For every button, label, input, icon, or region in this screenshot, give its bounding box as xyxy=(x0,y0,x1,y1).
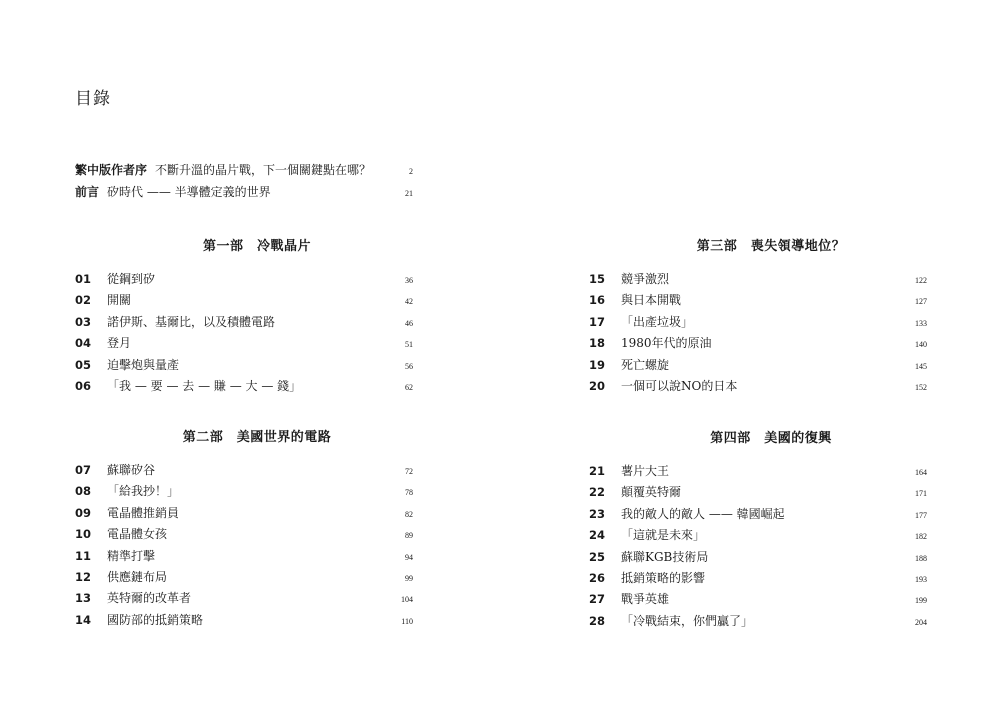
page-number: 145 xyxy=(915,361,927,371)
part-4-section xyxy=(589,426,927,633)
chapter-row[interactable] xyxy=(589,334,927,355)
chapter-number: 18 xyxy=(589,336,606,351)
page-number: 188 xyxy=(915,553,927,563)
page-number: 82 xyxy=(405,509,413,519)
chapter-number: 05 xyxy=(75,357,92,372)
chapter-row[interactable] xyxy=(589,483,927,504)
chapter-number: 27 xyxy=(589,592,606,607)
page-number: 2 xyxy=(409,167,413,176)
page-number: 99 xyxy=(405,573,413,583)
intro-title: 矽時代 —— 半導體定義的世界 xyxy=(107,185,271,199)
chapter-row[interactable] xyxy=(589,612,927,633)
chapter-row[interactable] xyxy=(589,377,927,398)
chapter-row[interactable] xyxy=(75,270,413,291)
chapter-number: 08 xyxy=(75,484,92,499)
chapter-number: 09 xyxy=(75,505,92,520)
page-number: 36 xyxy=(405,276,413,285)
chapter-row[interactable] xyxy=(589,548,927,569)
chapter-title: 顛覆英特爾 xyxy=(621,485,682,500)
chapter-row[interactable] xyxy=(75,377,413,398)
intro-list xyxy=(75,161,413,205)
chapter-number: 25 xyxy=(589,549,606,564)
chapter-title: 英特爾的改革者 xyxy=(107,591,192,606)
page-number: 42 xyxy=(405,297,413,307)
chapter-number: 16 xyxy=(589,293,606,308)
chapter-title: 「給我抄！」 xyxy=(107,484,180,499)
chapter-number: 23 xyxy=(589,506,606,521)
chapter-row[interactable] xyxy=(589,313,927,334)
page-number: 177 xyxy=(915,510,927,520)
page-number: 133 xyxy=(915,318,927,328)
chapter-row[interactable] xyxy=(75,525,413,546)
chapter-title: 「出產垃圾」 xyxy=(621,314,694,329)
part-title: 第四部 美國的復興 xyxy=(710,431,832,446)
chapter-row[interactable] xyxy=(589,569,927,590)
chapter-row[interactable] xyxy=(589,356,927,377)
chapter-number: 02 xyxy=(75,293,92,308)
chapter-title: 「冷戰結束，你們贏了」 xyxy=(621,613,754,628)
chapter-title: 蘇聯KGB技術局 xyxy=(621,549,709,564)
chapter-number: 01 xyxy=(75,272,92,286)
chapter-row[interactable] xyxy=(589,526,927,547)
chapter-title: 國防部的抵銷策略 xyxy=(107,612,204,627)
chapter-title: 1980年代的原油 xyxy=(621,336,712,351)
chapter-number: 06 xyxy=(75,378,92,393)
chapter-row[interactable] xyxy=(589,291,927,312)
chapter-number: 20 xyxy=(589,378,606,393)
page-number: 127 xyxy=(915,297,927,307)
page-number: 152 xyxy=(915,382,927,392)
chapter-number: 19 xyxy=(589,357,606,372)
chapter-number: 26 xyxy=(589,570,606,585)
chapter-title: 「我 — 要 — 去 — 賺 — 大 — 錢」 xyxy=(107,378,302,393)
chapter-row[interactable] xyxy=(75,547,413,568)
list-item[interactable] xyxy=(75,183,413,205)
page-number: 164 xyxy=(915,468,927,477)
page-number: 51 xyxy=(405,340,413,350)
page-number: 21 xyxy=(405,189,413,198)
chapter-number: 22 xyxy=(589,485,606,500)
chapter-number: 03 xyxy=(75,314,92,329)
page-number: 62 xyxy=(405,382,413,392)
chapter-title: 薯片大王 xyxy=(621,464,670,478)
chapter-number: 12 xyxy=(75,569,92,584)
chapter-title: 我的敵人的敵人 —— 韓國崛起 xyxy=(621,506,785,521)
chapter-title: 與日本開戰 xyxy=(621,293,682,308)
chapter-title: 電晶體推銷員 xyxy=(107,505,180,520)
chapter-number: 14 xyxy=(75,612,92,627)
page-number: 78 xyxy=(405,488,413,498)
chapter-number: 28 xyxy=(589,613,606,628)
chapter-row[interactable] xyxy=(75,589,413,610)
page-number: 199 xyxy=(915,596,927,606)
page-number: 140 xyxy=(915,340,927,350)
intro-label: 繁中版作者序 xyxy=(75,163,148,177)
page-number: 182 xyxy=(915,532,927,542)
page-number: 56 xyxy=(405,361,413,371)
chapter-number: 21 xyxy=(589,464,606,478)
chapter-title: 開關 xyxy=(107,293,132,308)
chapter-row[interactable] xyxy=(75,291,413,312)
chapter-row[interactable] xyxy=(75,461,413,482)
chapter-row[interactable] xyxy=(589,270,927,291)
chapter-title: 死亡螺旋 xyxy=(621,357,670,372)
chapter-row[interactable] xyxy=(589,590,927,611)
page-number: 204 xyxy=(915,617,927,627)
part-3-section xyxy=(589,234,927,398)
chapter-row[interactable] xyxy=(75,611,413,632)
chapter-title: 精準打擊 xyxy=(107,548,156,563)
part-title: 第一部 冷戰晶片 xyxy=(202,239,311,254)
chapter-number: 04 xyxy=(75,336,92,351)
chapter-row[interactable] xyxy=(75,313,413,334)
chapter-title: 電晶體女孩 xyxy=(107,527,168,542)
part-2-section xyxy=(75,425,413,632)
chapter-number: 24 xyxy=(589,528,606,543)
page-number: 94 xyxy=(405,552,413,562)
page-number: 171 xyxy=(915,489,927,499)
chapter-title: 從鋼到矽 xyxy=(107,272,156,286)
page-number: 46 xyxy=(405,318,413,328)
page-title: 目錄 xyxy=(75,89,111,109)
intro-title: 不斷升溫的晶片戰，下一個關鍵點在哪？ xyxy=(155,163,372,177)
part-title: 第二部 美國世界的電路 xyxy=(182,430,332,445)
page-number: 122 xyxy=(915,276,927,285)
part-1-section xyxy=(75,234,413,398)
chapter-number: 15 xyxy=(589,272,606,286)
page-number: 193 xyxy=(915,574,927,584)
chapter-row[interactable] xyxy=(75,482,413,503)
chapter-row[interactable] xyxy=(589,462,927,483)
page-number: 110 xyxy=(401,616,413,626)
chapter-row[interactable] xyxy=(75,504,413,525)
chapter-title: 抵銷策略的影響 xyxy=(621,570,706,585)
chapter-number: 07 xyxy=(75,463,92,477)
chapter-number: 10 xyxy=(75,527,92,542)
part-title: 第三部 喪失領導地位？ xyxy=(696,239,846,254)
chapter-title: 迫擊炮與量產 xyxy=(107,357,180,372)
chapter-title: 戰爭英雄 xyxy=(621,592,670,607)
chapter-row[interactable] xyxy=(75,568,413,589)
chapter-number: 17 xyxy=(589,314,606,329)
page-number: 72 xyxy=(405,467,413,476)
page-number: 104 xyxy=(401,595,413,605)
chapter-row[interactable] xyxy=(589,505,927,526)
chapter-title: 諾伊斯、基爾比，以及積體電路 xyxy=(107,314,276,329)
chapter-title: 競爭激烈 xyxy=(621,272,670,286)
chapter-title: 「這就是未來」 xyxy=(621,528,706,543)
chapter-row[interactable] xyxy=(75,356,413,377)
chapter-title: 供應鏈布局 xyxy=(107,569,168,584)
chapter-number: 11 xyxy=(75,548,92,563)
chapter-title: 一個可以說NO的日本 xyxy=(621,378,738,393)
list-item[interactable] xyxy=(75,161,413,183)
chapter-number: 13 xyxy=(75,591,92,606)
intro-label: 前言 xyxy=(75,185,100,199)
chapter-row[interactable] xyxy=(75,334,413,355)
chapter-title: 蘇聯矽谷 xyxy=(107,463,156,477)
page-number: 89 xyxy=(405,531,413,541)
chapter-title: 登月 xyxy=(107,336,132,351)
